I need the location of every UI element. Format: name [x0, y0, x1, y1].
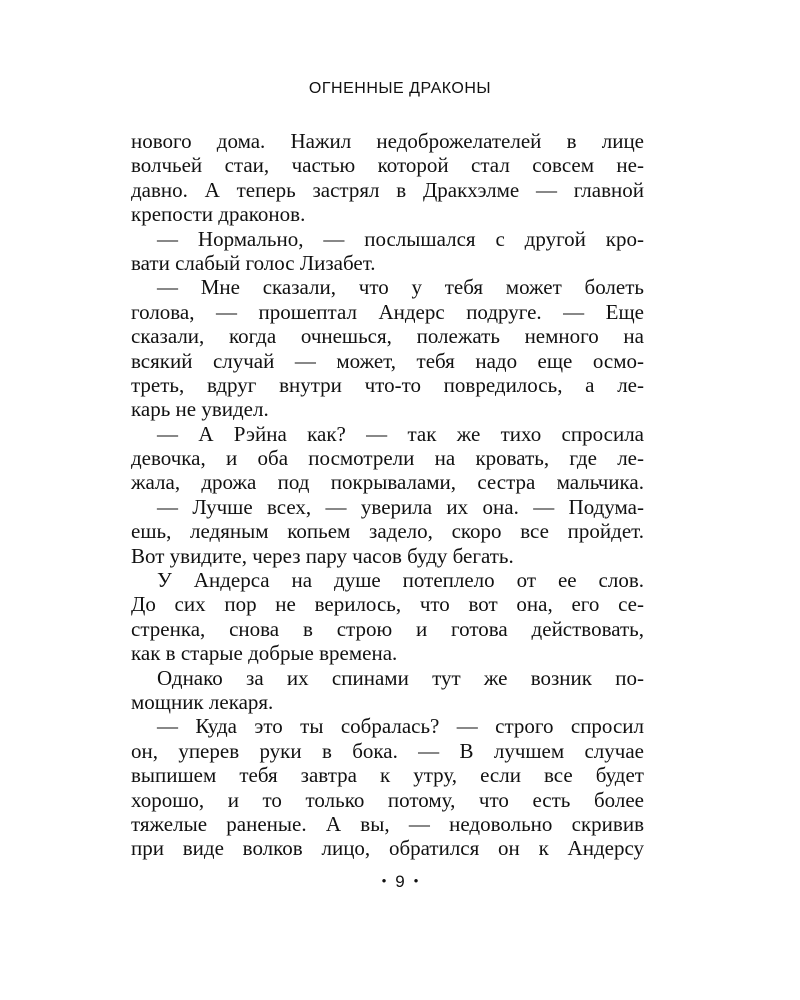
- text-line: ешь, ледяным копьем задело, скоро все пройдет.: [131, 519, 644, 544]
- text-line: — Мне сказали, что у тебя может болеть: [157, 275, 644, 300]
- text-line: выпишем тебя завтра к утру, если все будет: [131, 763, 644, 788]
- text-line: стренка, снова в строю и готова действовать,: [131, 616, 644, 641]
- text-line: как в старые добрые времена.: [131, 641, 398, 666]
- text-line: хорошо, и то только потому, что есть более: [131, 787, 644, 812]
- text-line: треть, вдруг внутри что-то повредилось, а ле-: [131, 372, 644, 397]
- text-line: волчьей стаи, частью которой стал совсем не-: [131, 153, 644, 178]
- text-line: жала, дрожа под покрывалами, сестра мальчика.: [131, 470, 644, 495]
- text-line: тяжелые раненые. А вы, — недовольно скривив: [131, 811, 644, 836]
- text-line: До сих пор не верилось, что вот она, его се-: [131, 592, 644, 617]
- page-number-value: 9: [395, 872, 405, 891]
- folio-ornament-left: •: [381, 873, 387, 888]
- text-line: нового дома. Нажил недоброжелателей в лице: [131, 129, 644, 153]
- text-line: Вот увидите, через пару часов буду бегать.: [131, 543, 514, 568]
- text-line: — А Рэйна как? — так же тихо спросила: [157, 421, 644, 446]
- text-line: вати слабый голос Лизабет.: [131, 250, 376, 275]
- text-line: — Куда это ты собралась? — строго спросил: [157, 714, 644, 739]
- text-line: сказали, когда очнешься, полежать немного на: [131, 324, 644, 349]
- text-line: всякий случай — может, тебя надо еще осмо-: [131, 348, 644, 373]
- page-number: [0, 872, 800, 892]
- body-text: [131, 129, 644, 861]
- text-line: голова, — прошептал Андерс подруге. — Еще: [131, 299, 644, 324]
- text-line: У Андерса на душе потеплело от ее слов.: [157, 568, 644, 593]
- text-line: — Лучше всех, — уверила их она. — Подума-: [157, 494, 644, 519]
- text-line: при виде волков лицо, обратился он к Андерсу: [131, 836, 644, 861]
- text-line: давно. А теперь застрял в Дракхэлме — главной: [131, 177, 644, 202]
- text-line: карь не увидел.: [131, 397, 269, 422]
- text-line: девочка, и оба посмотрели на кровать, где ле-: [131, 446, 644, 471]
- text-line: мощник лекаря.: [131, 689, 274, 714]
- text-line: Однако за их спинами тут же возник по-: [157, 665, 644, 690]
- text-line: — Нормально, — послышался с другой кро-: [157, 226, 644, 251]
- folio-ornament-right: •: [413, 873, 419, 888]
- text-line: крепости драконов.: [131, 202, 306, 227]
- text-line: он, уперев руки в бока. — В лучшем случае: [131, 738, 644, 763]
- running-head: ОГНЕННЫЕ ДРАКОНЫ: [308, 80, 492, 97]
